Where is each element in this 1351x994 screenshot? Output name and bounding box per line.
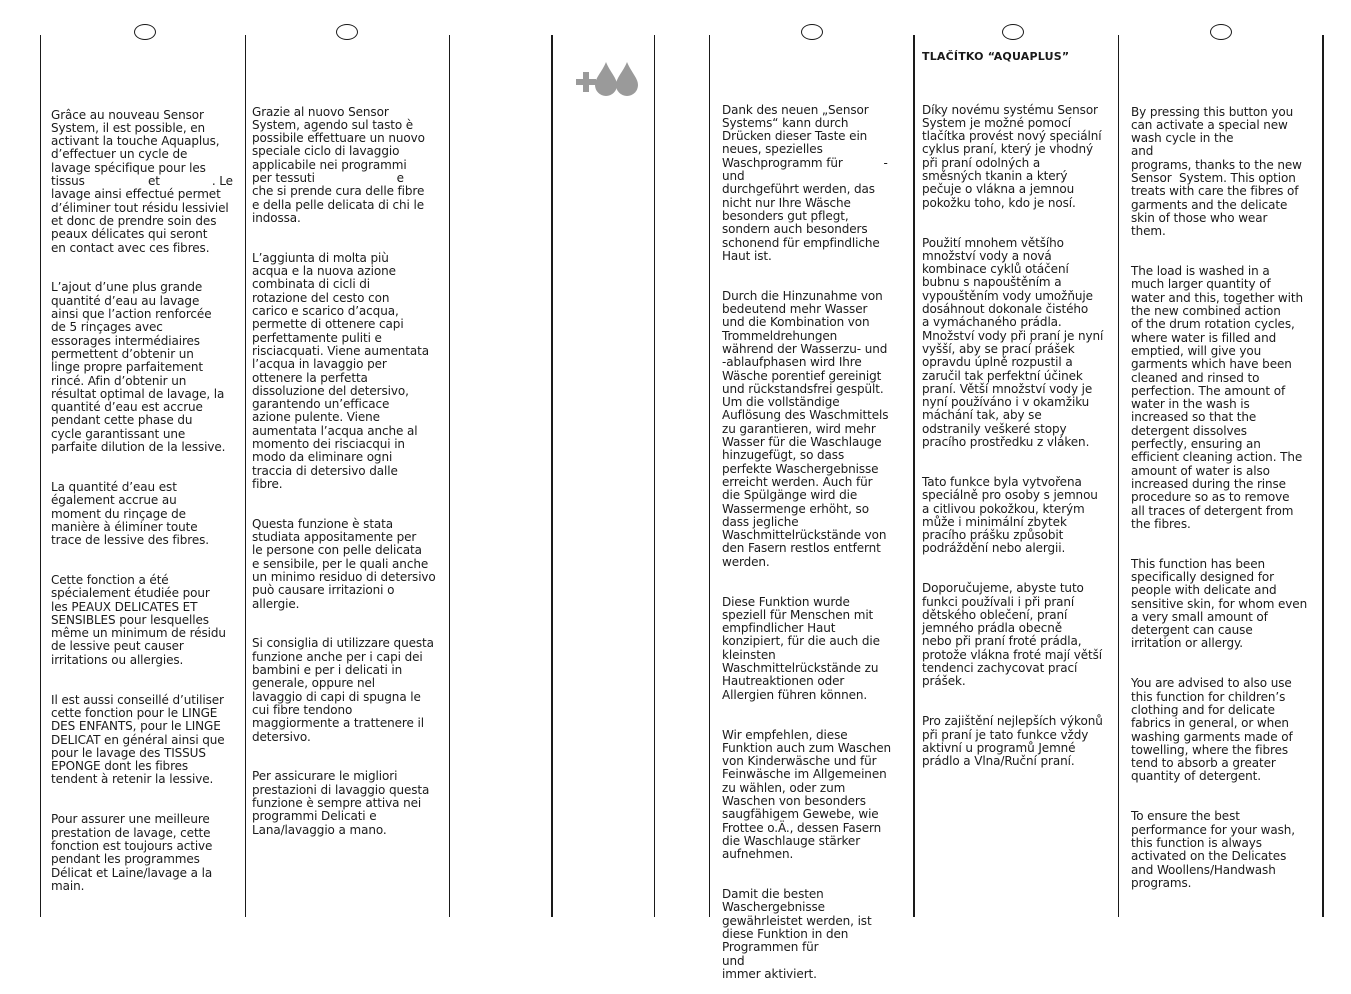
english-text-column: [1131, 79, 1317, 903]
paragraph: Wir empfehlen, diese Funktion auch zum Waschen von Kinderwäsche und für Feinwäsche im Allgemeinen zu wählen, oder zum Waschen von besonders saugfähigem Gewebe, wie Frottee o.Ä., dessen Fasern die Waschlauge stärker aufnehmen.: [722, 727, 891, 862]
paragraph: Durch die Hinzunahme von bedeutend mehr Wasser und die Kombination von Trommeldrehungen während der Wasserzu- und -ablaufphasen wird Ihre Wäsche porentief gereinigt und rückstandsfrei gespült. Um die vollständige Auflösung des Waschmittels zu garantieren, wird mehr Wasser für die Waschlauge hinzugefügt, so dass perfekte Waschergebnisse erreicht werden. Auch für die Spülgänge wird die Wassermenge erhöht, so dass jegliche Waschmittelrückstände von den Fasern restlos entfernt werden.: [722, 288, 889, 569]
oval-marker-icon: [801, 24, 823, 40]
paragraph: Damit die besten Waschergebnisse gewährleistet werden, ist diese Funktion in den Programmen für und immer aktiviert.: [722, 887, 872, 981]
paragraph: Doporučujeme, abyste tuto funkci používali i při praní dětského oblečení, praní jemného prádla obecně nebo při praní froté prádla, protože vlákna froté mají větší tendenci zachycovat prací prášek.: [922, 581, 1103, 689]
column-rule: [913, 35, 915, 917]
column-rule: [40, 35, 41, 917]
paragraph: La quantité d’eau est également accrue au moment du rinçage de manière à éliminer toute trace de lessive des fibres.: [51, 479, 210, 548]
paragraph: Il est aussi conseillé d’utiliser cette fonction pour le LINGE DES ENFANTS, pour le LINGE DELICAT en général ainsi que pour le lavage des TISSUS EPONGE dont les fibres tendent à retenir la lessive.: [51, 692, 225, 787]
paragraph: You are advised to also use this function for children’s clothing and for delicate fabrics in general, or when washing garments made of towelling, where the fibres tend to absorb a greater quantity of detergent.: [1131, 676, 1293, 784]
oval-marker-icon: [336, 24, 358, 40]
paragraph: Použití mnohem většího množství vody a nová kombinace cyklů otáčení bubnu s napouštěním a vypouštěním vody umožňuje dosáhnout dokonale čistého a vymáchaného prádla. Množství vody při praní je nyní vyšší, aby se prací prášek opravdu úplně rozpustil a zaručil tak perfektní účinek praní. Větší množství vody je nyní používáno i v okamžiku máchání tak, aby se odstranily veškeré stopy pracího prostředku z vláken.: [922, 235, 1104, 450]
paragraph: Díky novému systému Sensor System je možné pomocí tlačítka provést nový speciální cyklus praní, který je vhodný při praní odolných a směsných tkanin a který pečuje o vlákna a jemnou pokožku toho, kdo je nosí.: [922, 102, 1102, 210]
paragraph: Pro zajištění nejlepších výkonů při praní je tato funkce vždy aktivní u programů Jemné prádlo a Vlna/Ruční praní.: [922, 714, 1103, 769]
italian-text-column: [252, 79, 446, 850]
paragraph: This function has been specifically designed for people with delicate and sensitive skin, for whom even a very small amount of detergent can cause irritation or allergy.: [1131, 556, 1308, 651]
paragraph: Tato funkce byla vytvořena speciálně pro osoby s jemnou a citlivou pokožkou, kterým může i minimální zbytek pracího prášku způsobit podráždění nebo alergii.: [922, 474, 1098, 556]
paragraph: Grâce au nouveau Sensor System, il est possible, en activant la touche Aquaplus, d’effectuer un cycle de lavage spécifique pour les tissus et . Le lavage ainsi effectué permet d’éliminer tout résidu lessiviel et donc de prendre soin des peaux délicates qui seront en contact avec ces fibres.: [51, 107, 233, 255]
paragraph: Si consiglia di utilizzare questa funzione anche per i capi dei bambini e per i delicati in generale, oppure nel lavaggio di capi di spugna le cui fibre tendono maggiormente a trattenere il detersivo.: [252, 636, 434, 744]
german-text-column: [722, 77, 910, 994]
column-rule: [654, 35, 655, 917]
paragraph: Dank des neuen „Sensor Systems“ kann durch Drücken dieser Taste ein neues, spezielles Waschprogramm für - und durchgeführt werden, das nicht nur Ihre Wäsche besonders gut pflegt, sondern auch besonders schonend für empfindliche Haut ist.: [722, 102, 888, 263]
paragraph: L’ajout d’une plus grande quantité d’eau au lavage ainsi que l’action renforcée de 5 rinçages avec essorages intermédiaires permettent d’obtenir un linge propre parfaitement rincé. Afin d’obtenir un résultat optimal de lavage, la quantité d’eau est accrue pendant cette phase du cycle garantissant une parfaite dilution de la lessive.: [51, 280, 226, 455]
paragraph: Diese Funktion wurde speziell für Menschen mit empfindlicher Haut konzipiert, für die auch die kleinsten Waschmittelrückstände zu Hautreaktionen oder Allergien führen können.: [722, 594, 880, 702]
column-rule: [1322, 35, 1324, 917]
paragraph: Per assicurare le migliori prestazioni di lavaggio questa funzione è sempre attiva nei programmi Delicati e Lana/lavaggio a mano.: [252, 769, 430, 837]
french-text-column: [51, 82, 241, 906]
paragraph: To ensure the best performance for your wash, this function is always activated on the Delicates and Woollens/Handwash programs.: [1131, 809, 1296, 890]
paragraph: Pour assurer une meilleure prestation de lavage, cette fonction est toujours active pendant les programmes Délicat et Laine/lavage a la main.: [51, 812, 213, 893]
plus-drops-icon: [574, 58, 640, 98]
column-rule: [245, 35, 246, 917]
paragraph: The load is washed in a much larger quantity of water and this, together with the new combined action of the drum rotation cycles, where water is filled and emptied, will give you garments which have been cleaned and rinsed to perfection. The amount of water in the wash is increased so that the detergent dissolves perfectly, ensuring an efficient cleaning action. The amount of water is also increased during the rinse procedure so as to remove all traces of detergent from the fibres.: [1131, 264, 1303, 531]
paragraph: Questa funzione è stata studiata appositamente per le persone con pelle delicata e sensibile, per le quali anche un minimo residuo di detersivo può causare irritazioni o allergie.: [252, 516, 436, 611]
column-rule: [449, 35, 450, 917]
paragraph: By pressing this button you can activate a special new wash cycle in the and programs, thanks to the new Sensor System. This option treats with care the fibres of garments and the delicate skin of those who wear them.: [1131, 104, 1302, 239]
oval-marker-icon: [134, 24, 156, 40]
paragraph: Cette fonction a été spécialement étudiée pour les PEAUX DELICATES ET SENSIBLES pour lesquelles même un minimum de résidu de lessive peut causer irritations ou allergies.: [51, 572, 226, 667]
column-rule: [709, 35, 710, 917]
section-heading: TLAČÍTKO “AQUAPLUS”: [922, 50, 1070, 63]
oval-marker-icon: [1210, 24, 1232, 40]
paragraph: Grazie al nuovo Sensor System, agendo sul tasto è possibile effettuare un nuovo speciale ciclo di lavaggio applicabile nei programmi per tessuti e che si prende cura delle fibre e della pelle delicata di chi le indossa.: [252, 104, 425, 225]
column-rule: [1118, 35, 1119, 917]
column-rule: [551, 35, 553, 917]
czech-text-column: [922, 77, 1115, 782]
oval-marker-icon: [1002, 24, 1024, 40]
paragraph: L’aggiunta di molta più acqua e la nuova azione combinata di cicli di rotazione del cesto con carico e scarico d’acqua, permette di ottenere capi perfettamente puliti e risciacquati. Viene aumentata l’acqua in lavaggio per ottenere la perfetta dissoluzione del detersivo, garantendo un’efficace azione pulente. Viene aumentata l’acqua anche al momento dei risciacqui in modo da eliminare ogni traccia di detersivo dalle fibre.: [252, 250, 429, 491]
